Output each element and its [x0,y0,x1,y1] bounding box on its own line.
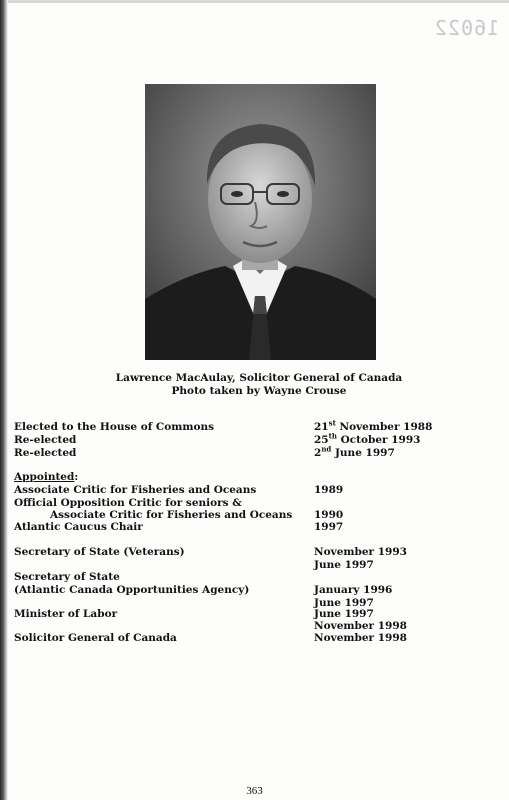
appointment-label: Atlantic Caucus Chair [14,521,143,533]
appointment-label: Solicitor General of Canada [14,632,177,644]
appointment-date: 1990 [314,509,344,521]
archive-stamp: 16022 [433,16,499,40]
appointment-label: Minister of Labor [14,608,118,620]
career-label: Re-elected [14,447,77,459]
career-date: 2nd June 1997 [314,444,395,459]
appointment-date: June 1997 [314,608,374,620]
page-binding-edge [0,0,8,800]
appointment-label: Secretary of State (Veterans) [14,546,185,558]
appointment-date: November 1998 [314,620,407,632]
caption-credit-line: Photo taken by Wayne Crouse [171,385,347,397]
appointment-date: January 1996 [314,584,393,596]
caption-name-line: Lawrence MacAulay, Solicitor General of Canada [115,372,403,384]
appointment-label: (Atlantic Canada Opportunities Agency) [14,584,250,596]
appointment-date: November 1998 [314,632,407,644]
career-date: 21st November 1988 [314,418,433,433]
photo-caption [0,372,509,398]
appointment-label: Official Opposition Critic for seniors & [14,497,242,509]
appointment-date: 1997 [314,521,344,533]
portrait-photo [145,84,376,360]
career-label: Re-elected [14,434,77,446]
appointment-label: Associate Critic for Fisheries and Oceans [14,484,257,496]
appointment-date: June 1997 [314,597,374,609]
portrait-illustration-icon [145,84,376,360]
appointment-date: November 1993 [314,546,407,558]
appointment-date: June 1997 [314,559,374,571]
career-date: 25th October 1993 [314,431,421,446]
appointed-heading: Appointed [14,471,75,483]
appointment-date: 1989 [314,484,344,496]
career-label: Elected to the House of Commons [14,421,215,433]
appointment-label: Secretary of State [14,571,120,583]
page-top-edge [0,0,509,3]
appointment-label: Associate Critic for Fisheries and Oceans [50,509,293,521]
page-number: 363 [246,785,263,797]
